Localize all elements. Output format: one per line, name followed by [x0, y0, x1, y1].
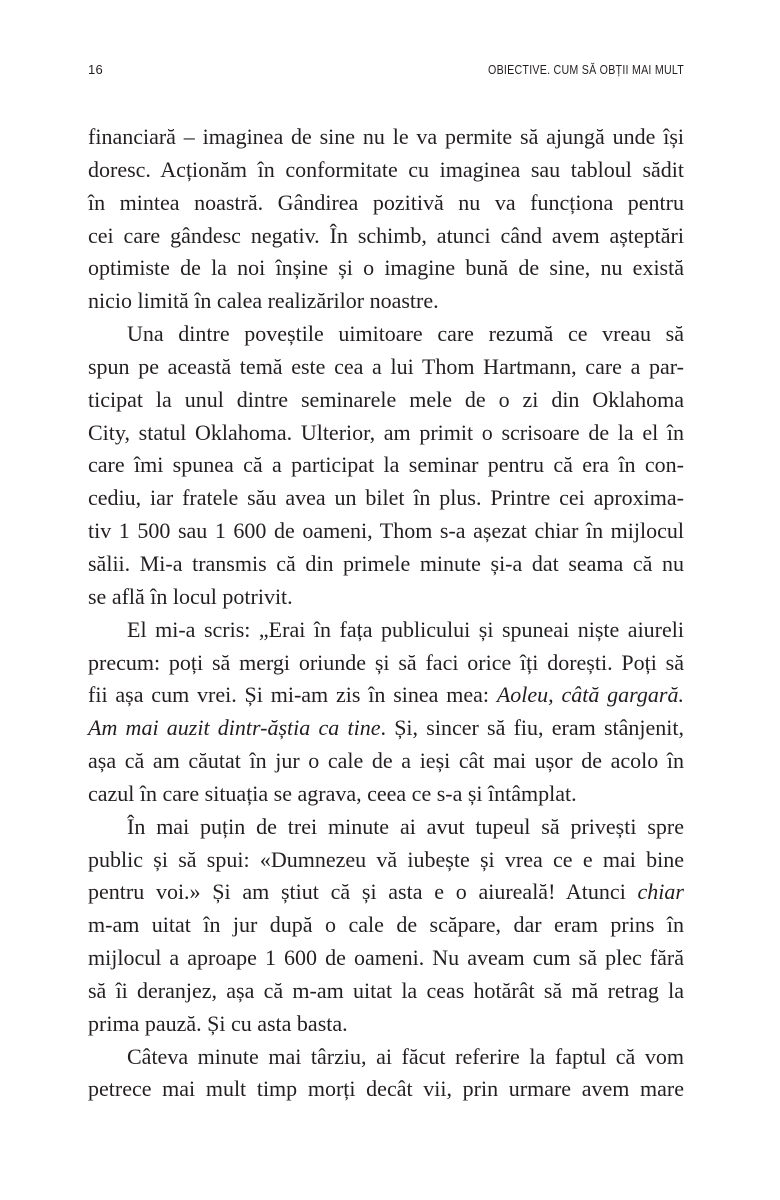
italic-text: Am mai auzit dintr-ăștia ca tine: [88, 715, 381, 741]
text-segment: public și să spui: «Dumnezeu vă iubește și vrea ce e mai bine: [88, 846, 684, 872]
text-line: [88, 581, 684, 614]
text-segment: City, statul Oklahoma. Ulterior, am primit o scrisoare de la el în: [88, 419, 684, 445]
text-line: [88, 647, 684, 680]
text-segment: petrece mai mult timp morți decât vii, prin urmare avem mare: [88, 1076, 684, 1102]
text-segment: doresc. Acționăm în conformitate cu imaginea sau tabloul sădit: [88, 156, 684, 182]
text-segment: financiară – imaginea de sine nu le va permite să ajungă unde își: [88, 124, 684, 149]
text-line: [88, 745, 684, 778]
running-title: OBIECTIVE. CUM SĂ OBȚII MAI MULT: [487, 62, 684, 77]
text-segment: tiv 1 500 sau 1 600 de oameni, Thom s-a așezat chiar în mijlocul: [88, 518, 684, 544]
text-segment: În mai puțin de trei minute ai avut tupeul să privești spre: [127, 813, 684, 839]
text-segment: se află în locul potrivit.: [88, 583, 293, 609]
text-line: [88, 1008, 684, 1041]
text-segment: El mi-a scris: „Erai în fața publicului și spuneai niște aiureli: [127, 616, 684, 642]
text-segment: cediu, iar fratele său avea un bilet în plus. Printre cei aproxima-: [88, 485, 684, 511]
text-segment: care îmi spunea că a participat la seminar pentru că era în con-: [88, 452, 684, 478]
text-line: [88, 942, 684, 975]
text-line: [88, 252, 684, 285]
text-segment: spun pe această temă este cea a lui Thom Hartmann, care a par-: [88, 353, 684, 379]
text-segment: pentru voi.» Și am știut că și asta e o aiureală! Atunci: [88, 879, 638, 905]
text-line: [88, 811, 684, 844]
text-segment: în mintea noastră. Gândirea pozitivă nu va funcționa pentru: [88, 189, 684, 215]
text-line: [88, 679, 684, 712]
text-segment: nicio limită în calea realizărilor noastre.: [88, 288, 439, 314]
text-line: [88, 121, 684, 154]
text-segment: cei care gândesc negativ. În schimb, atunci când avem așteptări: [88, 222, 684, 248]
text-line: [88, 548, 684, 581]
italic-text: chiar: [637, 879, 684, 905]
text-segment: fii așa cum vrei. Și mi-am zis în sinea mea:: [88, 682, 497, 708]
text-line: [88, 515, 684, 548]
text-line: [88, 614, 684, 647]
text-line: [88, 876, 684, 909]
text-line: [88, 975, 684, 1008]
text-line: [88, 384, 684, 417]
text-line: [88, 351, 684, 384]
text-segment: ticipat la unul dintre seminarele mele de o zi din Oklahoma: [88, 386, 684, 412]
body-text: [88, 121, 684, 1106]
text-line: [88, 285, 684, 318]
text-segment: cazul în care situația se agrava, ceea ce s-a și întâmplat.: [88, 780, 577, 806]
text-line: [88, 909, 684, 942]
text-line: [88, 778, 684, 811]
text-line: [88, 1073, 684, 1106]
text-segment: prima pauză. Și cu asta basta.: [88, 1010, 348, 1036]
text-line: [88, 844, 684, 877]
text-line: [88, 187, 684, 220]
text-segment: mijlocul a aproape 1 600 de oameni. Nu aveam cum să plec fără: [88, 945, 684, 971]
text-line: [88, 482, 684, 515]
text-segment: să îi deranjez, așa că m-am uitat la ceas hotărât să mă retrag la: [88, 977, 684, 1003]
italic-text: Aoleu, câtă gargară.: [496, 682, 684, 708]
text-line: [88, 712, 684, 745]
text-segment: așa că am căutat în jur o cale de a ieși cât mai ușor de acolo în: [88, 748, 684, 774]
text-line: [88, 449, 684, 482]
text-segment: . Și, sincer să fiu, eram stânjenit,: [380, 715, 684, 741]
text-line: [88, 1041, 684, 1074]
text-segment: Una dintre poveștile uimitoare care rezumă ce vreau să: [127, 321, 684, 347]
text-line: [88, 220, 684, 253]
text-segment: precum: poți să mergi oriunde și să faci orice îți dorești. Poți să: [88, 649, 684, 675]
text-segment: optimiste de la noi înșine și o imagine bună de sine, nu există: [88, 255, 684, 281]
text-line: [88, 417, 684, 450]
page-number: 16: [88, 62, 104, 77]
text-segment: sălii. Mi-a transmis că din primele minute și-a dat seama că nu: [88, 550, 684, 576]
text-line: [88, 154, 684, 187]
text-segment: m-am uitat în jur după o cale de scăpare, dar eram prins în: [88, 912, 684, 938]
text-segment: Câteva minute mai târziu, ai făcut referire la faptul că vom: [127, 1043, 684, 1069]
text-line: [88, 318, 684, 351]
